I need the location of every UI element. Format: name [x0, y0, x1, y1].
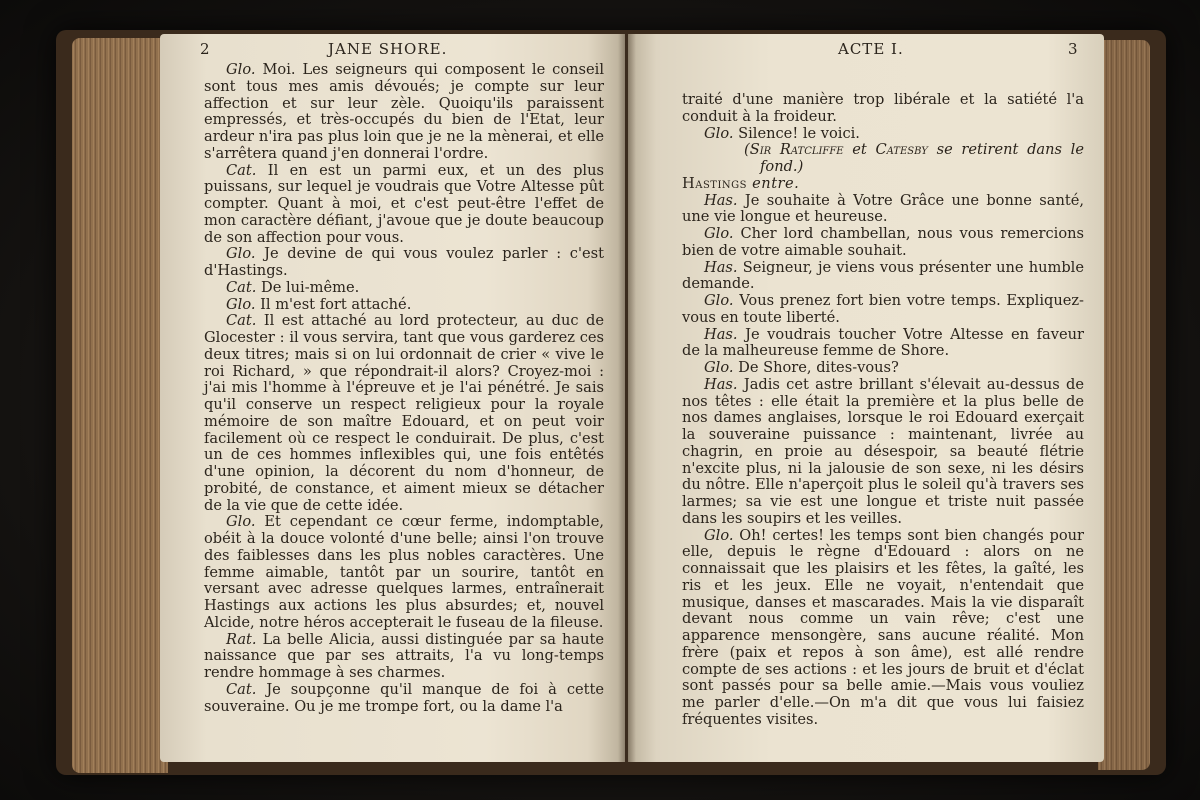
book-gutter: [618, 34, 636, 762]
page-number: 3: [1068, 40, 1078, 58]
speaker: Cat.: [226, 161, 257, 179]
speaker: Glo.: [704, 526, 734, 544]
speech: [682, 528, 1084, 729]
entrance-verb: entre.: [747, 174, 800, 192]
speech-text: La belle Alicia, aussi distinguée par sa haute naissance que par ses attraits, l'a vu long-temps rendre hommage à ses charmes.: [204, 630, 604, 681]
speaker: Cat.: [226, 278, 257, 296]
left-page: [160, 34, 625, 762]
speech-text: Oh! certes! les temps sont bien changés pour elle, depuis le règne d'Edouard : alors on ne connaissait que les plaisirs et les fêtes, la gaîté, les ris et les jeux. Elle ne voyait, n'entendait que musique, danses et mascarades. Mais la vie disparaît devant nous comme un vain rêve; c'est une apparence mensongère, sans aucune réalité. Mon frère (paix et repos à son âme), est allé rendre compte de ses actions : et les jours de bruit et d'éclat sont passés pour sa belle amie.—Mais vous vouliez me parler d'elle.—On m'a dit que vous lui faisiez fréquentes visites.: [682, 526, 1084, 728]
entrance-line: [682, 176, 1084, 193]
stage-character: Sir Ratcliffe: [749, 141, 844, 159]
speaker: Has.: [704, 191, 738, 209]
speaker: Has.: [704, 375, 738, 393]
speech-text: Je devine de qui vous voulez parler : c'est d'Hastings.: [204, 245, 604, 279]
speaker: Glo.: [226, 513, 256, 531]
speaker: Glo.: [704, 124, 734, 142]
page-number: 2: [200, 40, 210, 58]
speaker: Glo.: [704, 292, 734, 309]
speaker: Glo.: [704, 359, 734, 376]
stage-direction: (Sir Ratcliffe et Catesby se retirent dans le fond.): [744, 141, 1084, 175]
left-page-edges: [72, 38, 168, 773]
speech-text: Silence! le voici.: [733, 124, 860, 142]
speech: [682, 377, 1084, 528]
speech-text: Il est attaché au lord protecteur, au duc de Glocester : il vous servira, tant que vous garderez ces deux titres; mais si on lui ordonnait de crier « vive le roi Richard, » que répondrait-il alors? Croyez-moi : j'ai mis l'homme à l'épreuve et je l'ai pénétré. Je sais qu'il conserve un respect religieux pour la royale mémoire de son maître Edouard, et on peut voir facilement où ce respect le conduirait. De plus, c'est un de ces hommes inflexibles qui, une fois entêtés d'une opinion, la décorent du nom d'honneur, de probité, de constance, et aiment mieux se détacher de la vie que de cette idée.: [204, 312, 604, 514]
speech-text: De lui-même.: [256, 278, 360, 296]
speech: [204, 297, 604, 314]
right-page-edges: [1098, 40, 1150, 770]
speaker: Cat.: [226, 312, 257, 330]
entrance-name: Hastings: [682, 174, 748, 192]
page-text: [682, 92, 1084, 729]
right-page: [628, 34, 1104, 762]
speaker: Has.: [704, 258, 738, 276]
speech: [682, 293, 1084, 327]
speech-text: Il m'est fort attaché.: [255, 295, 412, 313]
speech: [204, 514, 604, 631]
speech: [204, 163, 604, 247]
speech-text: Cher lord chambellan, nous vous remercions bien de votre aimable souhait.: [682, 225, 1084, 259]
speaker: Glo.: [704, 225, 734, 242]
speech: [204, 62, 604, 163]
speech: [682, 260, 1084, 294]
speaker: Has.: [704, 325, 738, 343]
speech: [682, 226, 1084, 260]
speech-text: Et cependant ce cœur ferme, indomptable, obéit à la douce volonté d'une belle; ainsi l'on trouve des faiblesses dans les plus nobles caractères. Une femme aimable, tantôt par un sourire, tantôt en versant avec adresse quelques larmes, entraînerait Hastings aux actions les plus absurdes; et, nouvel Alcide, notre héros accepterait le fuseau de la fileuse.: [204, 513, 604, 631]
speech-text: Jadis cet astre brillant s'élevait au-dessus de nos têtes : elle était la première et la plus belle de nos dames anglaises, lorsque le roi Edouard exerçait la souveraine puissance : maintenant, livrée au chagrin, en proie au désespoir, sa beauté flétrie n'excite plus, ni la jalousie de son sexe, ni les désirs du nôtre. Elle n'aperçoit plus le soleil qu'à travers ses larmes; sa vie est une longue et triste nuit passée dans les soupirs et les veilles.: [682, 375, 1084, 527]
speech: [204, 313, 604, 514]
speech-text: Vous prenez fort bien votre temps. Expliquez-vous en toute liberté.: [682, 292, 1084, 326]
speech: [682, 193, 1084, 227]
speech: [204, 246, 604, 280]
speech-text: Seigneur, je viens vous présenter une humble demande.: [682, 258, 1084, 293]
stage-text: et: [843, 141, 876, 159]
speech-text: Il en est un parmi eux, et un des plus puissans, sur lequel je voudrais que Votre Altesse pût compter. Quant à moi, et c'est peut-être l'effet de mon caractère défiant, j'avoue que je doute beaucoup de son affection pour vous.: [204, 161, 604, 246]
running-head: JANE SHORE.: [328, 40, 448, 58]
speech-text: Je soupçonne qu'il manque de foi à cette souveraine. Ou je me trompe fort, ou la dame l'a: [204, 680, 604, 715]
speech: [204, 280, 604, 297]
speaker: Glo.: [226, 295, 256, 313]
speaker: Glo.: [226, 61, 256, 78]
continued-text: traité d'une manière trop libérale et la satiété l'a conduit à la froideur.: [682, 91, 1084, 125]
speech-text: Je voudrais toucher Votre Altesse en faveur de la malheureuse femme de Shore.: [682, 325, 1084, 360]
speech: [204, 632, 604, 682]
speech-text: Moi. Les seigneurs qui composent le conseil sont tous mes amis dévoués; je compte sur leur affection et sur leur zèle. Quoiqu'ils paraissent empressés, et très-occupés du bien de l'Etat, leur ardeur n'ira pas plus loin que je ne la mènerai, et elle s'arrêtera quand j'en donnerai l'ordre.: [204, 61, 604, 162]
running-head: ACTE I.: [838, 40, 904, 58]
speaker: Rat.: [226, 630, 257, 648]
speaker: Cat.: [226, 680, 257, 698]
speech-text: De Shore, dites-vous?: [733, 359, 899, 376]
speaker: Glo.: [226, 245, 256, 263]
speech: [204, 682, 604, 716]
speech: [682, 126, 1084, 143]
speech-text: Je souhaite à Votre Grâce une bonne santé, une vie longue et heureuse.: [682, 191, 1084, 226]
speech: [682, 360, 1084, 377]
stage-character: Catesby: [875, 141, 928, 159]
stage-text: se retirent dans le fond.: [760, 141, 1084, 175]
page-text: [204, 62, 604, 715]
speech: [682, 327, 1084, 361]
